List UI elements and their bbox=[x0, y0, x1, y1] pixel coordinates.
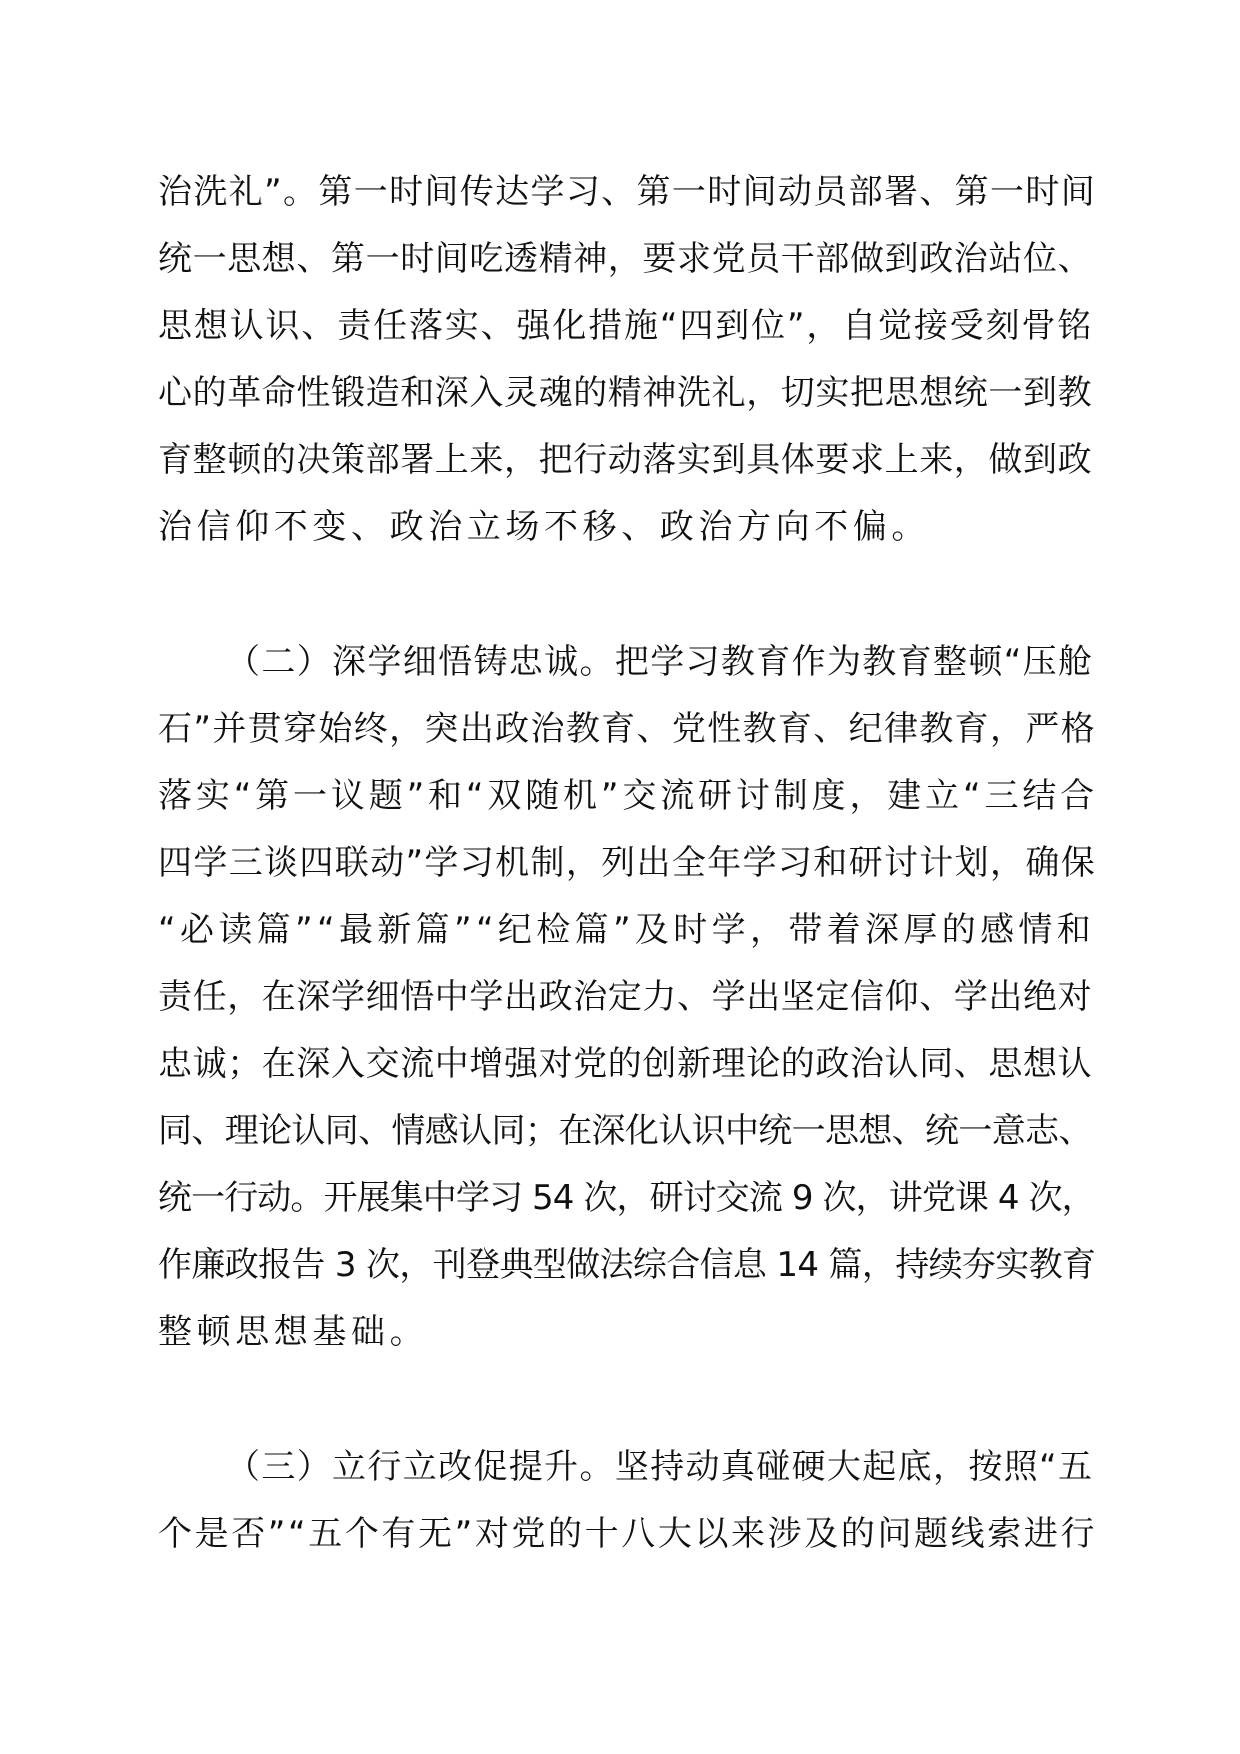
paragraph-2-line-3: 落实“第一议题”和“双随机”交流研讨制度，建立“三结合 bbox=[158, 776, 1099, 816]
paragraph-1-line-6: 治信仰不变、政治立场不移、政治方向不偏。 bbox=[158, 507, 930, 547]
paragraph-1-line-3: 思想认识、责任落实、强化措施“四到位”，自觉接受刻骨铭 bbox=[158, 306, 1094, 346]
paragraph-2-line-6: 责任，在深学细悟中学出政治定力、学出坚定信仰、学出绝对 bbox=[158, 977, 1093, 1017]
paragraph-1-line-5: 育整顿的决策部署上来，把行动落实到具体要求上来，做到政 bbox=[158, 440, 1093, 480]
paragraph-1-line-2: 统一思想、第一时间吃透精神，要求党员干部做到政治站位、 bbox=[158, 239, 1093, 279]
paragraph-2-line-9: 统一行动。开展集中学习 54 次，研讨交流 9 次，讲党课 4 次， bbox=[158, 1178, 1095, 1218]
paragraph-2-line-5: “必读篇”“最新篇”“纪检篇”及时学，带着深厚的感情和 bbox=[158, 910, 1096, 950]
paragraph-2-line-10: 作廉政报告 3 次，刊登典型做法综合信息 14 篇，持续夯实教育 bbox=[158, 1245, 1096, 1285]
paragraph-2-line-8: 同、理论认同、情感认同；在深化认识中统一思想、统一意志、 bbox=[158, 1111, 1092, 1151]
paragraph-2-line-2: 石”并贯穿始终，突出政治教育、党性教育、纪律教育，严格 bbox=[158, 709, 1097, 749]
paragraph-2-line-4: 四学三谈四联动”学习机制，列出全年学习和研讨计划，确保 bbox=[158, 843, 1097, 883]
paragraph-2-line-11: 整顿思想基础。 bbox=[158, 1312, 429, 1352]
paragraph-2-line-7: 忠诚；在深入交流中增强对党的创新理论的政治认同、思想认 bbox=[158, 1044, 1093, 1084]
paragraph-3-line-1: （三）立行立改促提升。坚持动真碰硬大起底，按照“五 bbox=[226, 1447, 1094, 1487]
paragraph-2-line-1: （二）深学细悟铸忠诚。把学习教育作为教育整顿“压舱 bbox=[226, 642, 1094, 682]
paragraph-1-line-1: 治洗礼”。第一时间传达学习、第一时间动员部署、第一时间 bbox=[158, 172, 1097, 212]
paragraph-1-line-4: 心的革命性锻造和深入灵魂的精神洗礼，切实把思想统一到教 bbox=[158, 373, 1093, 413]
paragraph-3-line-2: 个是否”“五个有无”对党的十八大以来涉及的问题线索进行 bbox=[158, 1514, 1098, 1554]
